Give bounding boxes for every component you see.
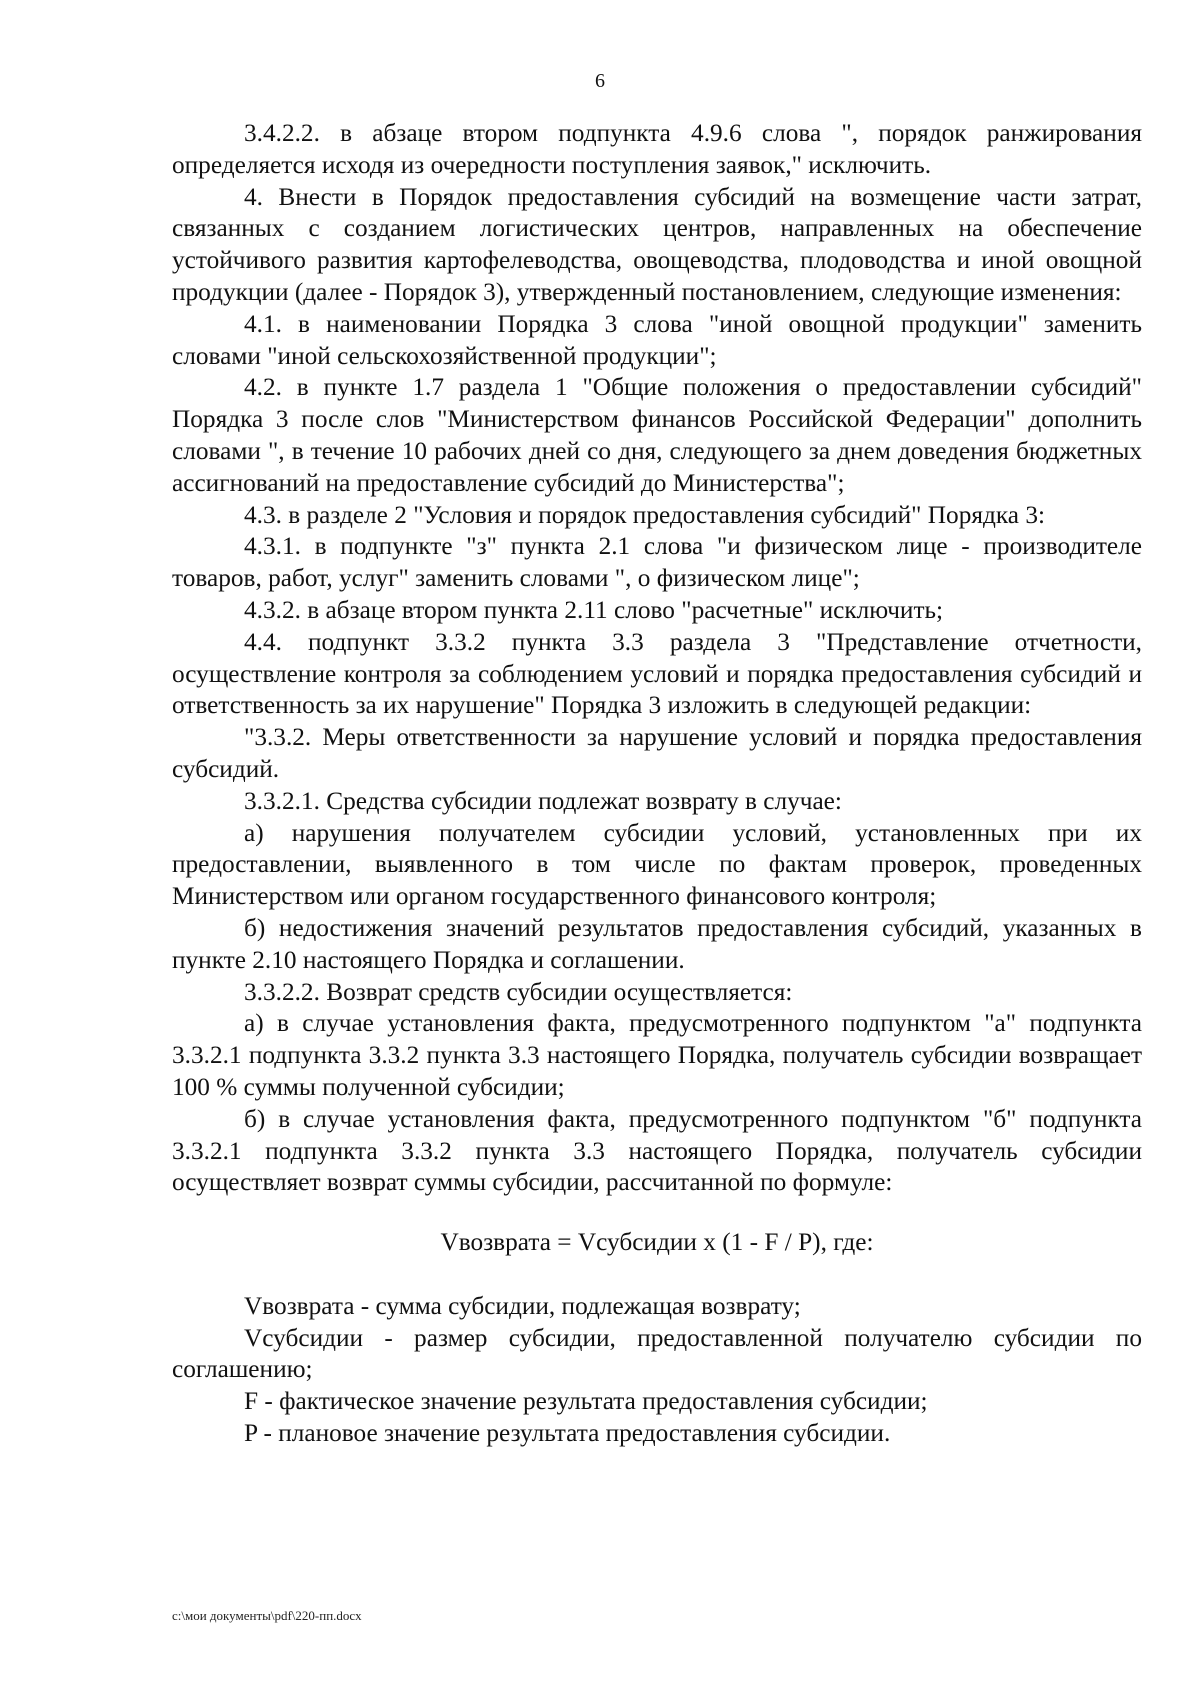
paragraph-3-3-2-2: 3.3.2.2. Возврат средств субсидии осуществляется: bbox=[244, 977, 793, 1006]
paragraph-item-a-return: а) в случае установления факта, предусмотренного подпунктом "а" подпункта 3.3.2.1 подпункта 3.3.2 пункта 3.3 настоящего Порядка, получатель субсидии возвращает 100 % суммы полученной субсидии; bbox=[172, 1009, 1142, 1101]
document-body bbox=[172, 118, 1142, 1450]
paragraph-4-4: 4.4. подпункт 3.3.2 пункта 3.3 раздела 3 "Представление отчетности, осуществление контроля за соблюдением условий и порядка предоставления субсидий и ответственность за их нарушение" Порядка 3 изложить в следующей редакции: bbox=[172, 627, 1142, 720]
paragraph-3-3-2-1: 3.3.2.1. Средства субсидии подлежат возврату в случае: bbox=[244, 786, 842, 815]
paragraph-item-b-return: б) в случае установления факта, предусмотренного подпунктом "б" подпункта 3.3.2.1 подпункта 3.3.2 пункта 3.3 настоящего Порядка, получатель субсидии осуществляет возврат суммы субсидии, рассчитанной по формуле: bbox=[172, 1104, 1142, 1197]
paragraph-item-b-failure: б) недостижения значений результатов предоставления субсидий, указанных в пункте 2.10 настоящего Порядка и соглашении. bbox=[172, 913, 1142, 974]
paragraph-4-2: 4.2. в пункте 1.7 раздела 1 "Общие положения о предоставлении субсидий" Порядка 3 после слов "Министерством финансов Российской Федерации" дополнить словами ", в течение 10 рабочих дней со дня, следующего за днем доведения бюджетных ассигнований на предоставление субсидий до Министерства"; bbox=[172, 373, 1142, 497]
paragraph-item-a-violation: а) нарушения получателем субсидии условий, установленных при их предоставлении, выявленного в том числе по фактам проверок, проведенных Министерством или органом государственного финансового контроля; bbox=[172, 818, 1142, 911]
paragraph-4-3-2: 4.3.2. в абзаце втором пункта 2.11 слово "расчетные" исключить; bbox=[244, 595, 944, 624]
paragraph-3-3-2: "3.3.2. Меры ответственности за нарушение условий и порядка предоставления субсидий. bbox=[172, 723, 1142, 783]
footer-file-path: c:\мои документы\pdf\220-пп.docx bbox=[172, 1608, 362, 1623]
page-number: 6 bbox=[595, 70, 605, 92]
paragraph-4-3-1: 4.3.1. в подпункте "з" пункта 2.1 слова "и физическом лице - производителе товаров, работ, услуг" заменить словами ", о физическом лице"; bbox=[172, 532, 1142, 593]
definition-p: P - плановое значение результата предоставления субсидии. bbox=[244, 1419, 891, 1448]
definition-v-return: Vвозврата - сумма субсидии, подлежащая возврату; bbox=[244, 1291, 801, 1320]
paragraph-4-3: 4.3. в разделе 2 "Условия и порядок предоставления субсидий" Порядка 3: bbox=[244, 500, 1046, 529]
paragraph-3-4-2-2: 3.4.2.2. в абзаце втором подпункта 4.9.6 слова ", порядок ранжирования определяется исходя из очередности поступления заявок," исключить. bbox=[172, 119, 1142, 179]
return-formula: Vвозврата = Vсубсидии x (1 - F / P), где: bbox=[440, 1228, 874, 1257]
paragraph-4-1: 4.1. в наименовании Порядка 3 слова "иной овощной продукции" заменить словами "иной сельскохозяйственной продукции"; bbox=[172, 309, 1142, 370]
definition-v-subsidy: Vсубсидии - размер субсидии, предоставленной получателю субсидии по соглашению; bbox=[172, 1323, 1142, 1384]
definition-f: F - фактическое значение результата предоставления субсидии; bbox=[244, 1387, 928, 1416]
paragraph-4: 4. Внести в Порядок предоставления субсидий на возмещение части затрат, связанных с созданием логистических центров, направленных на обеспечение устойчивого развития картофелеводства, овощеводства, плодоводства и иной овощной продукции (далее - Порядок 3), утвержденный постановлением, следующие изменения: bbox=[172, 182, 1142, 306]
